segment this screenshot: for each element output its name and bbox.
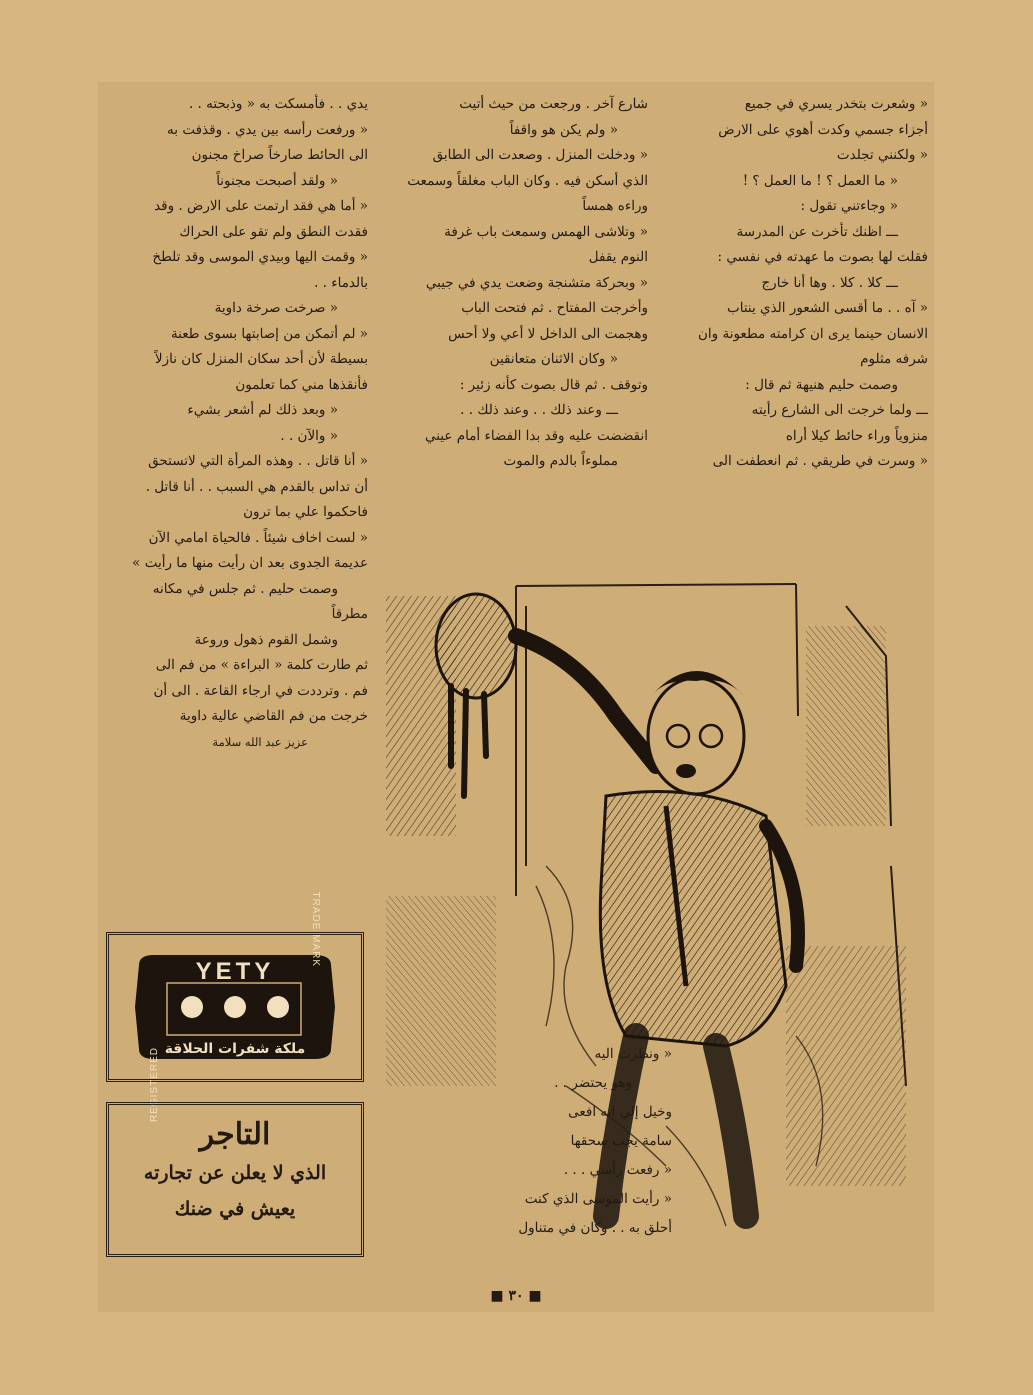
text-line: « ورفعت رأسه بين يدي . وقذفت به xyxy=(167,121,368,138)
blade-hole xyxy=(267,996,289,1018)
trade-mark-text: TRADE MARK xyxy=(310,891,321,967)
text-line: « وسرت في طريقي . ثم انعطفت الى xyxy=(712,453,928,469)
text-line: وهجمت الى الداخل لا أعي ولا أحس xyxy=(448,325,648,342)
text-line: ـــ وعند ذلك . . وعند ذلك . . xyxy=(460,402,618,418)
author-signature: عزيز عبد الله سلامة xyxy=(212,734,308,749)
text-line: فأنقذها مني كما تعلمون xyxy=(235,376,368,393)
open-mouth xyxy=(676,764,696,778)
caption-line: أحلق به . . وكان في متناول xyxy=(518,1220,672,1236)
merchant-line-1: الذي لا يعلن عن تجارته xyxy=(143,1162,327,1184)
blood-drips xyxy=(451,686,486,796)
held-head xyxy=(436,594,516,698)
text-line: « وبحركة متشنجة وضعت يدي في جيبي xyxy=(425,274,648,291)
text-line: « لم أتمكن من إصابتها بسوى طعنة xyxy=(170,325,368,342)
leg xyxy=(716,1046,746,1216)
text-line: انقضضت عليه وقد بدا الفضاء أمام عيني xyxy=(424,427,648,444)
caption-line: « ونظرت اليه xyxy=(594,1046,672,1062)
text-line: ـــ كلا . كلا . وها أنا خارج xyxy=(761,274,898,291)
text-line: « وتلاشى الهمس وسمعت باب غرفة xyxy=(444,223,648,240)
text-line: « وبعد ذلك لم أشعر بشيء xyxy=(187,402,338,418)
yety-brand: YETY xyxy=(195,958,275,985)
jacket xyxy=(600,792,786,1047)
caption-line: « رفعت رأسي . . . xyxy=(563,1162,672,1178)
yety-advertisement xyxy=(106,891,364,1123)
text-line: « لست اخاف شيئاً . فالحياة امامي الآن xyxy=(148,529,368,546)
raised-arm xyxy=(516,636,656,766)
text-line: « وشعرت بتخدر يسري في جميع xyxy=(744,96,928,112)
wall-hatching xyxy=(806,626,886,826)
caption-line: وهو يحتضر . . xyxy=(554,1075,632,1091)
text-line: وصمت حليم . ثم جلس في مكانه xyxy=(152,580,338,597)
text-column-left xyxy=(104,92,368,755)
text-line: يدي . . فأمسكت به « وذبحته . . xyxy=(188,96,368,112)
registered-text: REGISTERED xyxy=(149,1047,160,1123)
text-column-middle xyxy=(386,92,648,475)
text-line: وشمل القوم ذهول وروعة xyxy=(194,631,338,648)
text-line: ـــ اظنك تأخرت عن المدرسة xyxy=(736,223,898,240)
text-line: شارع آخر . ورجعت من حيث أتيت xyxy=(459,96,648,112)
page-number: ■ ٣٠ ■ xyxy=(490,1288,542,1304)
text-line: فقدت النطق ولم تقو على الحراك xyxy=(179,223,368,240)
text-line: « ولم يكن هو واقفاً xyxy=(509,121,618,138)
text-line: شرفه مثلوم xyxy=(860,351,928,367)
text-line: « وجاءتني تقول : xyxy=(800,198,898,214)
text-line: « وقمت اليها وبيدي الموسى وقد تلطخ xyxy=(152,249,368,265)
text-line: « آه . . ما أقسى الشعور الذي ينتاب xyxy=(727,300,928,316)
yety-arabic-slogan: ملكة شفرات الحلاقة xyxy=(164,1041,306,1057)
blade-hole xyxy=(181,996,203,1018)
text-line: أن تداس بالقدم هي السبب . . أنا قاتل . xyxy=(145,478,368,495)
text-line: الانسان حينما يرى ان كرامته مطعونة وان xyxy=(697,325,928,342)
text-line: وتوقف . ثم قال بصوت كأنه زئير : xyxy=(459,376,648,393)
text-line: « ما العمل ؟ ! ما العمل ؟ ! xyxy=(742,172,898,189)
merchant-line-2: يعيش في ضنك xyxy=(174,1198,296,1220)
text-line: خرجت من فم القاضي عالية داوية xyxy=(179,708,368,724)
text-line: منزوياً وراء حائط كيلا أراه xyxy=(785,427,928,444)
text-line: الى الحائط صارخاً صراخ مجنون xyxy=(191,147,368,163)
blade-hole xyxy=(224,996,246,1018)
text-line: وأخرجت المفتاح . ثم فتحت الباب xyxy=(461,300,648,316)
text-line: وصمت حليم هنيهة ثم قال : xyxy=(745,376,898,393)
text-line: عديمة الجدوى بعد ان رأيت منها ما رأيت » xyxy=(132,555,368,571)
text-line: « ولكنني تجلدت xyxy=(836,147,928,163)
man-head xyxy=(648,678,744,794)
text-line: « ودخلت المنزل . وصعدت الى الطابق xyxy=(432,147,648,163)
text-line: « أما هي فقد ارتمت على الارض . وقد xyxy=(154,198,368,214)
text-line: « والآن . . xyxy=(280,427,338,444)
text-line: فاحكموا علي بما ترون xyxy=(243,504,368,520)
text-line: ـــ ولما خرجت الى الشارع رأيته xyxy=(751,402,928,418)
text-line: فم . وترددت في ارجاء القاعة . الى أن xyxy=(153,682,368,699)
text-line: الذي أسكن فيه . وكان الباب مغلقاً وسمعت xyxy=(407,172,648,189)
text-line: أجزاء جسمي وكدت أهوي على الارض xyxy=(718,121,928,138)
text-column-right xyxy=(666,92,928,475)
razor-blade-logo xyxy=(109,891,361,1123)
merchant-title: التاجر xyxy=(199,1117,271,1152)
text-line: بسيطة لأن أحد سكان المنزل كان نازلاً xyxy=(154,351,368,367)
text-line: مملوءاً بالدم والموت xyxy=(503,453,618,469)
caption-line: وخيل إلي انه افعى xyxy=(568,1104,672,1120)
illustration-caption xyxy=(372,1040,672,1243)
text-line: فقلت لها بصوت ما عهدته في نفسي : xyxy=(717,249,928,265)
text-line: « ولقد أصبحت مجنوناً xyxy=(216,172,338,189)
merchant-advertisement xyxy=(106,1102,364,1257)
magazine-page xyxy=(98,82,934,1312)
caption-line: « رأيت الموسى الذي كنت xyxy=(524,1191,672,1207)
text-line: وراءه همساً xyxy=(582,198,648,214)
text-line: بالدماء . . xyxy=(314,274,368,291)
text-line: النوم يقفل xyxy=(588,249,648,265)
text-line: مطرقاً xyxy=(331,606,368,622)
text-line: « وكان الاثنان متعانقين xyxy=(489,351,618,367)
text-line: ثم طارت كلمة « البراءة » من فم الى xyxy=(155,657,368,673)
caption-line: سامة يجب سحقها xyxy=(570,1133,672,1149)
text-line: « صرخت صرخة داوية xyxy=(214,300,338,316)
wall-hatching xyxy=(786,946,906,1186)
text-line: « أنا قاتل . . وهذه المرأة التي لاتستحق xyxy=(148,453,368,469)
